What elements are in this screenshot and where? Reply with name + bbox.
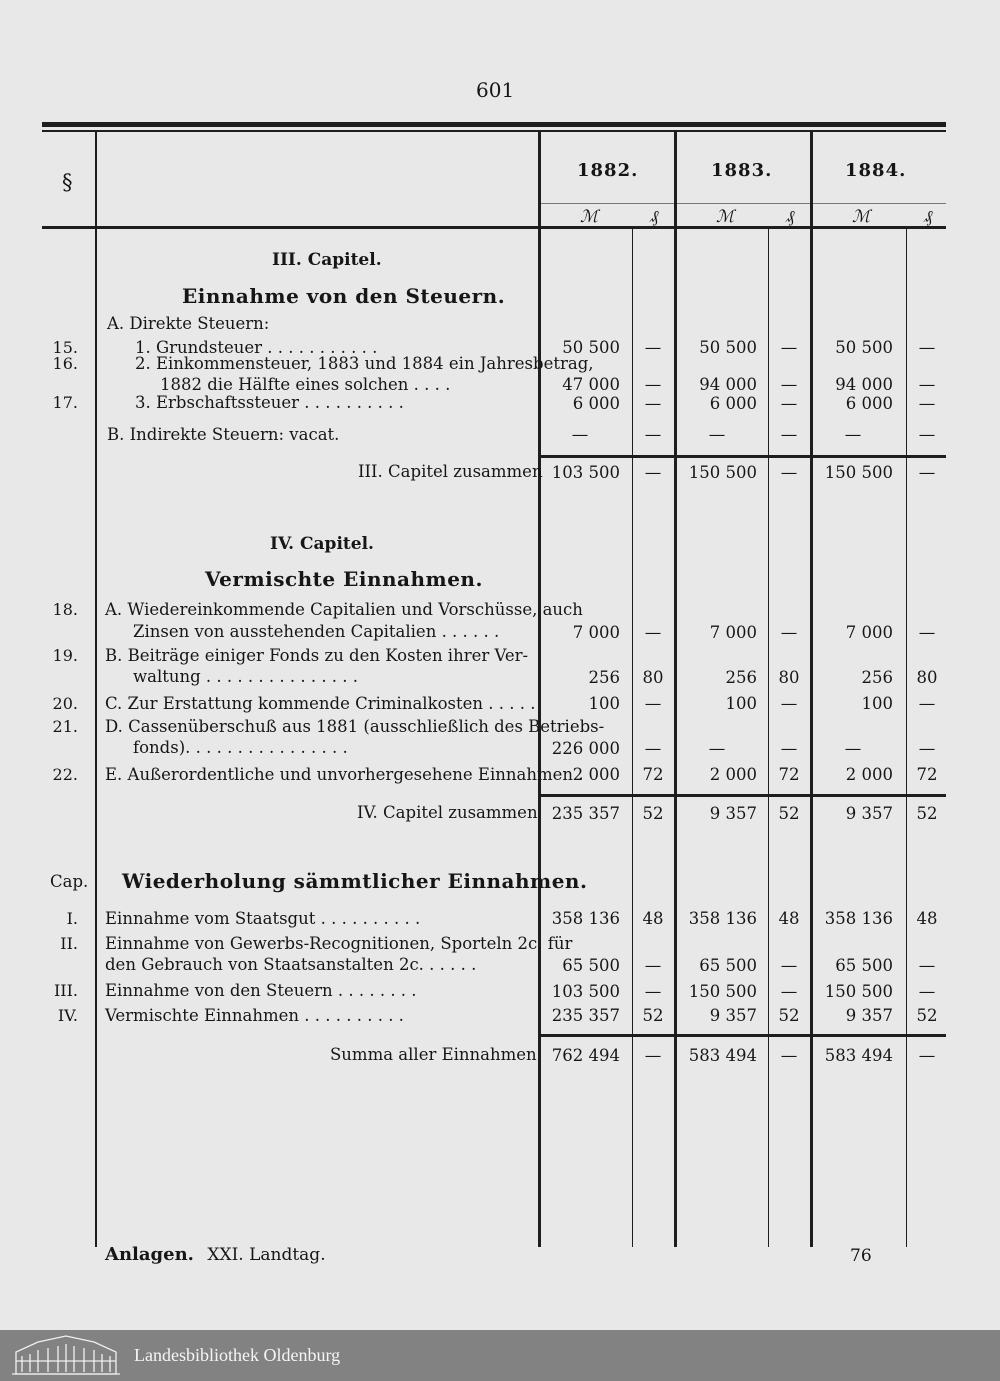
value-1883: 7 000 bbox=[709, 623, 757, 642]
chapter3-section-a: A. Direkte Steuern: bbox=[107, 314, 270, 333]
item-text: Einnahme von den Steuern . . . . . . . . bbox=[105, 981, 417, 1000]
value-1884: 2 000 bbox=[845, 765, 893, 784]
item-text: 1. Grundsteuer . . . . . . . . . . . bbox=[135, 338, 378, 357]
value-1882: 358 136 bbox=[551, 909, 620, 928]
unit-mark-1882: ℳ bbox=[580, 207, 599, 227]
footer-sheet-number: 76 bbox=[850, 1246, 872, 1266]
cap-number: III. bbox=[53, 981, 78, 1000]
value-1882: 65 500 bbox=[562, 956, 620, 975]
total-pf-1883: 52 bbox=[778, 804, 800, 823]
footer-landtag: XXI. Landtag. bbox=[207, 1245, 326, 1265]
total-pf-1884: — bbox=[918, 463, 936, 482]
value-1884: — bbox=[844, 425, 862, 444]
total-pf-1882: — bbox=[644, 463, 662, 482]
item-text: 1882 die Hälfte eines solchen . . . . bbox=[160, 375, 451, 394]
value-1883: 50 500 bbox=[699, 338, 757, 357]
pf-1884: — bbox=[918, 375, 936, 394]
footer-anlagen: Anlagen. bbox=[105, 1244, 194, 1265]
chapter4-title: Vermischte Einnahmen. bbox=[205, 567, 483, 591]
chapter3-section-b: B. Indirekte Steuern: vacat. bbox=[107, 425, 340, 444]
col-1883-rule bbox=[674, 132, 677, 1247]
pf-1882: — bbox=[644, 739, 662, 758]
para-number: 15. bbox=[52, 338, 78, 357]
unit-rule bbox=[540, 203, 946, 204]
total-1884: 150 500 bbox=[824, 463, 893, 482]
item-text: fonds). . . . . . . . . . . . . . . . bbox=[133, 738, 348, 757]
item-text: 3. Erbschaftssteuer . . . . . . . . . . bbox=[135, 393, 404, 412]
pf-1884: — bbox=[918, 338, 936, 357]
value-1882: 7 000 bbox=[572, 623, 620, 642]
value-1882: 103 500 bbox=[551, 982, 620, 1001]
pf-1882: 80 bbox=[642, 668, 664, 687]
item-text: D. Cassenüberschuß aus 1881 (ausschließlich des Betriebs- bbox=[105, 717, 605, 736]
grand-total-rule bbox=[540, 1034, 946, 1037]
value-1884: 7 000 bbox=[845, 623, 893, 642]
item-text: Vermischte Einnahmen . . . . . . . . . . bbox=[105, 1006, 404, 1025]
cap-number: II. bbox=[60, 934, 78, 953]
pf-1883: — bbox=[780, 623, 798, 642]
pf-1883: — bbox=[780, 956, 798, 975]
value-1882: 50 500 bbox=[562, 338, 620, 357]
pf-1883: 48 bbox=[778, 909, 800, 928]
chapter3-total-label: III. Capitel zusammen bbox=[358, 462, 543, 481]
total-1884: 9 357 bbox=[845, 804, 893, 823]
item-text: waltung . . . . . . . . . . . . . . . bbox=[133, 667, 359, 686]
value-1883: 100 bbox=[725, 694, 757, 713]
value-1882: — bbox=[571, 425, 589, 444]
value-1883: 65 500 bbox=[699, 956, 757, 975]
value-1883: — bbox=[708, 425, 726, 444]
para-number: 18. bbox=[52, 600, 78, 619]
col-1882-rule bbox=[538, 132, 541, 1247]
chapter3-title: Einnahme von den Steuern. bbox=[182, 284, 506, 308]
item-text: E. Außerordentliche und unvorhergesehene Einnahmen . bbox=[105, 765, 584, 784]
value-1884: — bbox=[844, 739, 862, 758]
unit-pf-1884: ₰ bbox=[924, 207, 933, 227]
para-symbol-header: § bbox=[62, 170, 73, 194]
pf-1882: — bbox=[644, 375, 662, 394]
item-text: A. Wiedereinkommende Capitalien und Vorschüsse, auch bbox=[105, 600, 583, 619]
total-1883: 150 500 bbox=[688, 463, 757, 482]
item-text: Zinsen von ausstehenden Capitalien . . . . . . bbox=[133, 622, 500, 641]
pf-1884: — bbox=[918, 956, 936, 975]
value-1884: 6 000 bbox=[845, 394, 893, 413]
value-1882: 100 bbox=[588, 694, 620, 713]
total-pf-1883: — bbox=[780, 463, 798, 482]
pf-1882: 48 bbox=[642, 909, 664, 928]
item-text: B. Beiträge einiger Fonds zu den Kosten ihrer Ver- bbox=[105, 646, 529, 665]
cap-column-label: Cap. bbox=[50, 872, 89, 891]
value-1883: 150 500 bbox=[688, 982, 757, 1001]
pf-1882: 52 bbox=[642, 1006, 664, 1025]
grand-total-pf-1883: — bbox=[780, 1046, 798, 1065]
grand-total-pf-1884: — bbox=[918, 1046, 936, 1065]
year-1884-header: 1884. bbox=[845, 160, 907, 181]
pf-1884: 72 bbox=[916, 765, 938, 784]
page-number: 601 bbox=[476, 78, 515, 102]
chapter4-total-label: IV. Capitel zusammen bbox=[357, 803, 538, 822]
value-1883: 358 136 bbox=[688, 909, 757, 928]
pf-1882: — bbox=[644, 338, 662, 357]
value-1882: 6 000 bbox=[572, 394, 620, 413]
total-pf-1884: 52 bbox=[916, 804, 938, 823]
library-building-icon bbox=[8, 1334, 124, 1378]
item-text: den Gebrauch von Staatsanstalten 2c. . . . . . bbox=[105, 955, 477, 974]
value-1884: 358 136 bbox=[824, 909, 893, 928]
unit-mark-1883: ℳ bbox=[716, 207, 735, 227]
pf-1884: — bbox=[918, 694, 936, 713]
grand-total-1882: 762 494 bbox=[551, 1046, 620, 1065]
value-1882: 47 000 bbox=[562, 375, 620, 394]
value-1882: 226 000 bbox=[551, 739, 620, 758]
grand-total-pf-1882: — bbox=[644, 1046, 662, 1065]
grand-total-label: Summa aller Einnahmen bbox=[330, 1045, 537, 1064]
cap-number: I. bbox=[66, 909, 78, 928]
subtotal-rule bbox=[540, 794, 946, 797]
unit-pf-1882: ₰ bbox=[650, 207, 659, 227]
year-1882-header: 1882. bbox=[577, 160, 639, 181]
value-1882: 256 bbox=[588, 668, 620, 687]
pf-1882: 72 bbox=[642, 765, 664, 784]
pf-1883: — bbox=[780, 375, 798, 394]
pf-1882: — bbox=[644, 982, 662, 1001]
value-1882: 235 357 bbox=[551, 1006, 620, 1025]
value-1883: 2 000 bbox=[709, 765, 757, 784]
pf-1882: — bbox=[644, 425, 662, 444]
value-1883: 6 000 bbox=[709, 394, 757, 413]
grand-total-1883: 583 494 bbox=[688, 1046, 757, 1065]
pf-1883: 80 bbox=[778, 668, 800, 687]
total-1882: 235 357 bbox=[551, 804, 620, 823]
para-number: 22. bbox=[52, 765, 78, 784]
item-text: C. Zur Erstattung kommende Criminalkosten . . . . . bbox=[105, 694, 536, 713]
library-label: Landesbibliothek Oldenburg bbox=[134, 1345, 341, 1365]
value-1884: 94 000 bbox=[835, 375, 893, 394]
pf-1883: — bbox=[780, 338, 798, 357]
para-number: 19. bbox=[52, 646, 78, 665]
pf-1883: — bbox=[780, 982, 798, 1001]
grand-total-1884: 583 494 bbox=[824, 1046, 893, 1065]
para-number: 17. bbox=[52, 393, 78, 412]
chapter3-heading: III. Capitel. bbox=[272, 250, 382, 270]
value-1883: 256 bbox=[725, 668, 757, 687]
pf-1883: — bbox=[780, 394, 798, 413]
para-number: 16. bbox=[52, 354, 78, 373]
para-number: 21. bbox=[52, 717, 78, 736]
pf-1884: — bbox=[918, 739, 936, 758]
pf-1883: — bbox=[780, 739, 798, 758]
value-1882: 2 000 bbox=[572, 765, 620, 784]
pf-1884: — bbox=[918, 394, 936, 413]
value-1883: 9 357 bbox=[709, 1006, 757, 1025]
item-text: Einnahme von Gewerbs-Recognitionen, Sporteln 2c. für bbox=[105, 934, 573, 953]
total-1882: 103 500 bbox=[551, 463, 620, 482]
value-1883: — bbox=[708, 739, 726, 758]
library-bar bbox=[0, 1330, 1000, 1381]
page-footer bbox=[105, 1244, 326, 1265]
para-number: 20. bbox=[52, 694, 78, 713]
pf-1883: — bbox=[780, 425, 798, 444]
unit-mark-1884: ℳ bbox=[852, 207, 871, 227]
pf-1882: — bbox=[644, 394, 662, 413]
chapter4-heading: IV. Capitel. bbox=[270, 534, 374, 554]
value-1884: 100 bbox=[861, 694, 893, 713]
summary-title: Wiederholung sämmtlicher Einnahmen. bbox=[122, 869, 588, 893]
value-1884: 65 500 bbox=[835, 956, 893, 975]
item-text: 2. Einkommensteuer, 1883 und 1884 ein Jahresbetrag, bbox=[135, 354, 594, 373]
pf-1884: 48 bbox=[916, 909, 938, 928]
total-pf-1882: 52 bbox=[642, 804, 664, 823]
pf-1884: 80 bbox=[916, 668, 938, 687]
pf-1882: — bbox=[644, 956, 662, 975]
pf-1883: 52 bbox=[778, 1006, 800, 1025]
pf-1882: — bbox=[644, 623, 662, 642]
top-rule bbox=[42, 122, 946, 127]
year-1883-header: 1883. bbox=[711, 160, 773, 181]
col-1884-rule bbox=[810, 132, 813, 1247]
pf-1884: 52 bbox=[916, 1006, 938, 1025]
value-1884: 50 500 bbox=[835, 338, 893, 357]
para-column-rule bbox=[95, 132, 97, 1247]
cap-number: IV. bbox=[57, 1006, 78, 1025]
pf-1882: — bbox=[644, 694, 662, 713]
value-1884: 150 500 bbox=[824, 982, 893, 1001]
subtotal-rule bbox=[540, 455, 946, 458]
value-1884: 256 bbox=[861, 668, 893, 687]
pf-1883: 72 bbox=[778, 765, 800, 784]
pf-1884: — bbox=[918, 623, 936, 642]
pf-1884: — bbox=[918, 425, 936, 444]
pf-1884: — bbox=[918, 982, 936, 1001]
total-1883: 9 357 bbox=[709, 804, 757, 823]
item-text: Einnahme vom Staatsgut . . . . . . . . . . bbox=[105, 909, 421, 928]
value-1883: 94 000 bbox=[699, 375, 757, 394]
value-1884: 9 357 bbox=[845, 1006, 893, 1025]
unit-pf-1883: ₰ bbox=[786, 207, 795, 227]
pf-1883: — bbox=[780, 694, 798, 713]
